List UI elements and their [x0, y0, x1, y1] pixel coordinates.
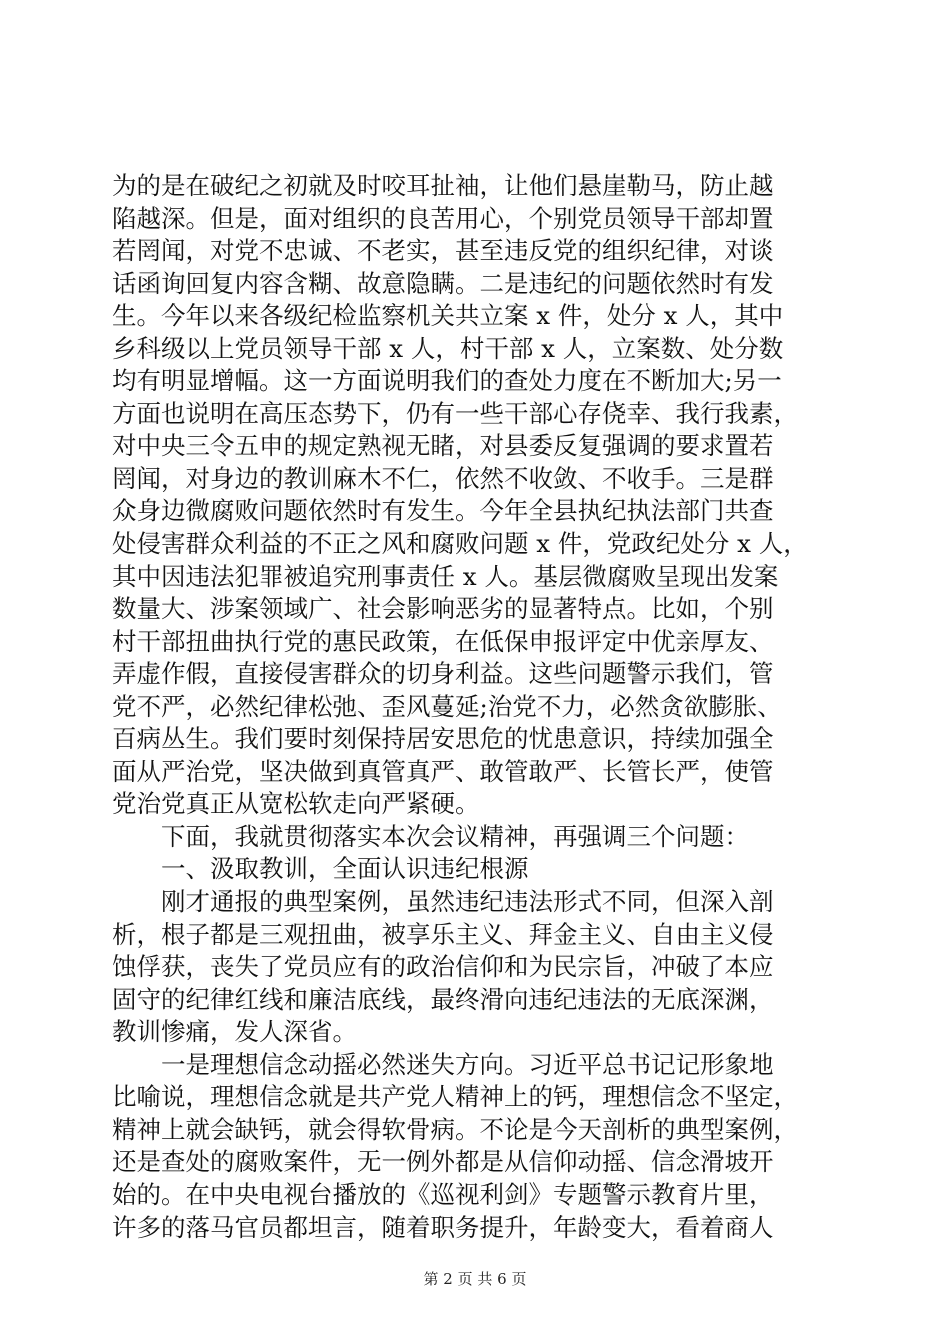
text-line: 比喻说，理想信念就是共产党人精神上的钙，理想信念不坚定，: [112, 1082, 798, 1112]
text-line: 始的。在中央电视台播放的《巡视利剑》专题警示教育片里，: [112, 1179, 774, 1209]
text-line: 精神上就会缺钙，就会得软骨病。不论是今天剖析的典型案例，: [112, 1114, 798, 1144]
document-body: [112, 170, 842, 1244]
text-line: 许多的落马官员都坦言，随着职务提升，年龄变大，看着商人: [112, 1212, 774, 1242]
text-line: 蚀俘获，丧失了党员应有的政治信仰和为民宗旨，冲破了本应: [112, 952, 774, 982]
text-line: 处侵害群众利益的不正之风和腐败问题 x 件，党政纪处分 x 人，: [112, 529, 808, 559]
text-line: 方面也说明在高压态势下，仍有一些干部心存侥幸、我行我素，: [112, 398, 798, 428]
text-line: 刚才通报的典型案例，虽然违纪违法形式不同，但深入剖: [112, 887, 774, 917]
text-line: 教训惨痛，发人深省。: [112, 1017, 357, 1047]
text-line: 一是理想信念动摇必然迷失方向。习近平总书记记形象地: [112, 1049, 774, 1079]
text-line: 为的是在破纪之初就及时咬耳扯袖，让他们悬崖勒马，防止越: [112, 171, 774, 200]
text-line: 弄虚作假，直接侵害群众的切身利益。这些问题警示我们，管: [112, 659, 774, 689]
text-line: 均有明显增幅。这一方面说明我们的查处力度在不断加大;另一: [112, 366, 782, 396]
text-line: 对中央三令五申的规定熟视无睹，对县委反复强调的要求置若: [112, 431, 774, 461]
text-line: 村干部扭曲执行党的惠民政策，在低保申报评定中优亲厚友、: [112, 626, 774, 656]
text-line: 还是查处的腐败案件，无一例外都是从信仰动摇、信念滑坡开: [112, 1147, 774, 1177]
page-number-footer: 第 2 页 共 6 页: [423, 1270, 527, 1288]
text-line: 析，根子都是三观扭曲，被享乐主义、拜金主义、自由主义侵: [112, 919, 774, 949]
text-line: 党不严，必然纪律松弛、歪风蔓延;治党不力，必然贪欲膨胀、: [112, 691, 782, 721]
text-line: 乡科级以上党员领导干部 x 人，村干部 x 人，立案数、处分数: [112, 333, 784, 363]
text-line: 生。今年以来各级纪检监察机关共立案 x 件，处分 x 人，其中: [112, 301, 784, 331]
text-line: 众身边微腐败问题依然时有发生。今年全县执纪执法部门共查: [112, 496, 774, 526]
text-line: 罔闻，对身边的教训麻木不仁，依然不收敛、不收手。三是群: [112, 463, 774, 493]
section-heading: 一、汲取教训，全面认识违纪根源: [112, 854, 529, 884]
text-line: 百病丛生。我们要时刻保持居安思危的忧患意识，持续加强全: [112, 724, 774, 754]
text-line: 话函询回复内容含糊、故意隐瞒。二是违纪的问题依然时有发: [112, 268, 774, 298]
text-line: 党治党真正从宽松软走向严紧硬。: [112, 789, 480, 819]
text-line: 若罔闻，对党不忠诚、不老实，甚至违反党的组织纪律，对谈: [112, 236, 774, 266]
text-line: 固守的纪律红线和廉洁底线，最终滑向违纪违法的无底深渊，: [112, 984, 774, 1014]
text-line: 陷越深。但是，面对组织的良苦用心，个别党员领导干部却置: [112, 203, 774, 233]
text-line: 面从严治党，坚决做到真管真严、敢管敢严、长管长严，使管: [112, 756, 774, 786]
text-line: 下面，我就贯彻落实本次会议精神，再强调三个问题：: [112, 821, 749, 851]
text-line: 其中因违法犯罪被追究刑事责任 x 人。基层微腐败呈现出发案: [112, 561, 779, 591]
text-line: 数量大、涉案领域广、社会影响恶劣的显著特点。比如，个别: [112, 594, 774, 624]
